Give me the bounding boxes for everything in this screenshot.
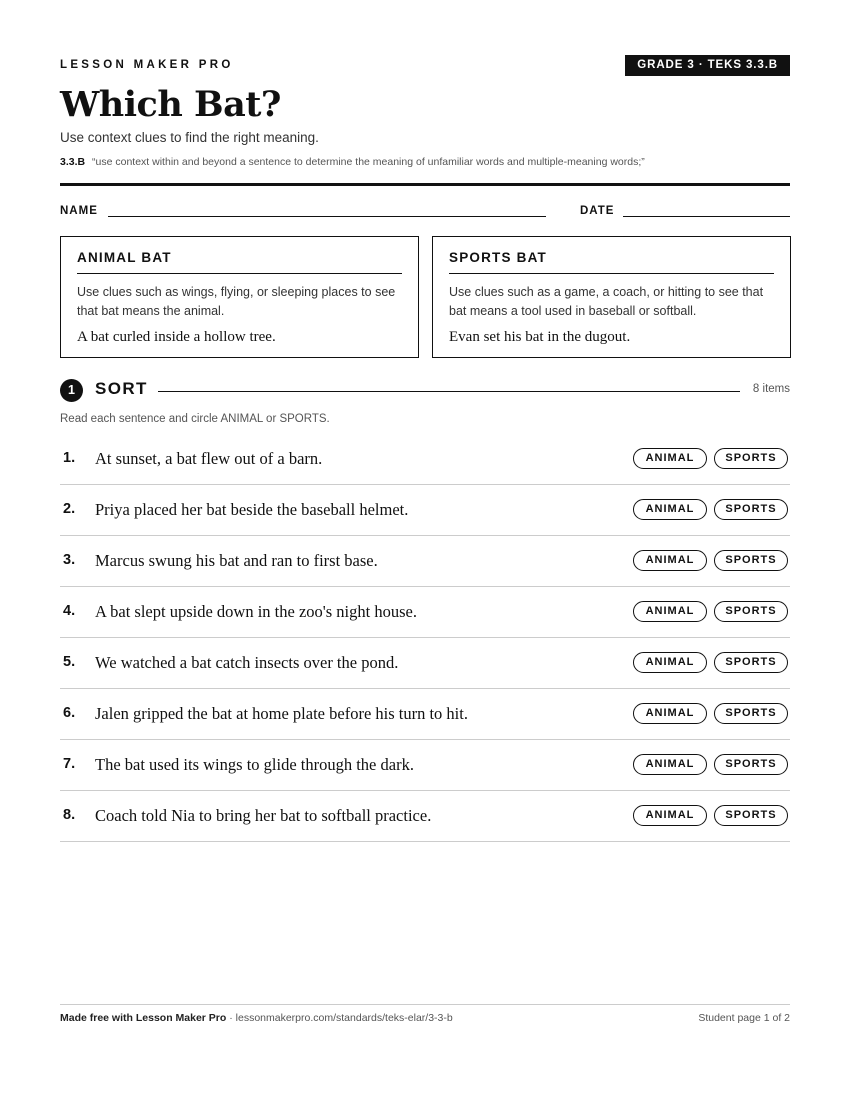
footer-page-number: Student page 1 of 2 bbox=[698, 1012, 790, 1024]
section-divider bbox=[158, 391, 740, 392]
card-description: Use clues such as wings, flying, or sleeping places to see that bat means the animal. bbox=[77, 285, 396, 318]
sort-item bbox=[60, 536, 790, 587]
footer-divider bbox=[60, 1004, 790, 1005]
item-count: 8 items bbox=[752, 383, 790, 395]
item-number: 6. bbox=[63, 705, 76, 721]
card-example: Evan set his bat in the dugout. bbox=[449, 329, 631, 345]
sports-option[interactable]: SPORTS bbox=[714, 550, 788, 571]
standard-code: 3.3.B bbox=[60, 156, 86, 168]
animal-option[interactable]: ANIMAL bbox=[633, 703, 707, 724]
name-label: NAME bbox=[60, 205, 98, 217]
header bbox=[60, 55, 790, 80]
date-field[interactable] bbox=[623, 216, 790, 217]
name-date-row bbox=[60, 203, 790, 221]
sort-item bbox=[60, 638, 790, 689]
sports-bat-card bbox=[432, 236, 791, 358]
page-title: Which Bat? bbox=[60, 84, 281, 125]
footer-credit bbox=[60, 1012, 453, 1024]
footer-made-with: Made free with Lesson Maker Pro bbox=[60, 1012, 227, 1024]
sort-item bbox=[60, 587, 790, 638]
item-sentence: The bat used its wings to glide through the dark. bbox=[95, 755, 414, 774]
item-sentence: Jalen gripped the bat at home plate before his turn to hit. bbox=[95, 704, 468, 723]
worksheet-page bbox=[60, 0, 790, 1100]
grade-badge: GRADE 3 · TEKS 3.3.B bbox=[625, 55, 790, 76]
sports-option[interactable]: SPORTS bbox=[714, 805, 788, 826]
sort-item bbox=[60, 485, 790, 536]
item-sentence: We watched a bat catch insects over the pond. bbox=[95, 653, 399, 672]
item-number: 1. bbox=[63, 450, 76, 466]
sort-item bbox=[60, 434, 790, 485]
animal-bat-card bbox=[60, 236, 419, 358]
step-number-badge: 1 bbox=[60, 379, 83, 402]
sports-option[interactable]: SPORTS bbox=[714, 703, 788, 724]
animal-option[interactable]: ANIMAL bbox=[633, 550, 707, 571]
sports-option[interactable]: SPORTS bbox=[714, 652, 788, 673]
footer-url: · lessonmakerpro.com/standards/teks-elar/3-3-b bbox=[226, 1012, 453, 1024]
animal-option[interactable]: ANIMAL bbox=[633, 754, 707, 775]
animal-option[interactable]: ANIMAL bbox=[633, 652, 707, 673]
item-number: 4. bbox=[63, 603, 76, 619]
item-number: 2. bbox=[63, 501, 76, 517]
sort-section-header bbox=[60, 378, 790, 402]
sports-option[interactable]: SPORTS bbox=[714, 499, 788, 520]
standard-text: “use context within and beyond a sentence to determine the meaning of unfamiliar words and multiple-meaning words;” bbox=[92, 156, 645, 168]
section-title: SORT bbox=[95, 379, 148, 398]
card-title: ANIMAL BAT bbox=[77, 250, 402, 274]
name-field[interactable] bbox=[108, 216, 546, 217]
animal-option[interactable]: ANIMAL bbox=[633, 601, 707, 622]
card-example: A bat curled inside a hollow tree. bbox=[77, 329, 276, 345]
item-sentence: Priya placed her bat beside the baseball helmet. bbox=[95, 500, 409, 519]
item-number: 8. bbox=[63, 807, 76, 823]
date-label: DATE bbox=[580, 205, 615, 217]
item-sentence: Coach told Nia to bring her bat to softball practice. bbox=[95, 806, 432, 825]
animal-option[interactable]: ANIMAL bbox=[633, 448, 707, 469]
page-subtitle: Use context clues to find the right meaning. bbox=[60, 130, 319, 145]
sort-instructions: Read each sentence and circle ANIMAL or SPORTS. bbox=[60, 413, 330, 425]
item-number: 5. bbox=[63, 654, 76, 670]
item-sentence: At sunset, a bat flew out of a barn. bbox=[95, 449, 323, 468]
sort-item bbox=[60, 791, 790, 842]
sort-item bbox=[60, 740, 790, 791]
item-sentence: Marcus swung his bat and ran to first base. bbox=[95, 551, 378, 570]
card-title: SPORTS BAT bbox=[449, 250, 774, 274]
sports-option[interactable]: SPORTS bbox=[714, 754, 788, 775]
item-number: 7. bbox=[63, 756, 76, 772]
header-divider bbox=[60, 183, 790, 186]
standard-statement bbox=[60, 156, 645, 168]
sports-option[interactable]: SPORTS bbox=[714, 601, 788, 622]
brand-name: LESSON MAKER PRO bbox=[60, 59, 234, 71]
sort-item-list bbox=[60, 434, 790, 842]
animal-option[interactable]: ANIMAL bbox=[633, 499, 707, 520]
sports-option[interactable]: SPORTS bbox=[714, 448, 788, 469]
card-description: Use clues such as a game, a coach, or hitting to see that bat means a tool used in baseball or softball. bbox=[449, 285, 764, 318]
item-number: 3. bbox=[63, 552, 76, 568]
animal-option[interactable]: ANIMAL bbox=[633, 805, 707, 826]
sort-item bbox=[60, 689, 790, 740]
item-sentence: A bat slept upside down in the zoo's night house. bbox=[95, 602, 417, 621]
